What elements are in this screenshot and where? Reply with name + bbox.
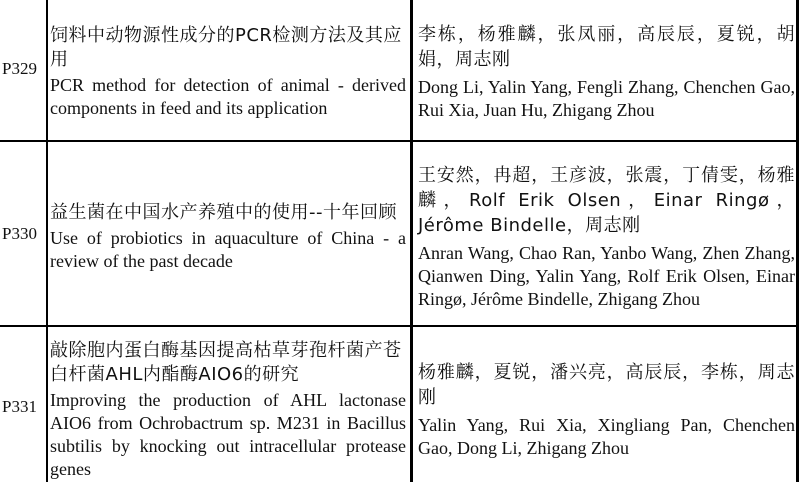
- column-divider: [410, 327, 413, 482]
- table-row: [0, 327, 799, 482]
- authors-cell: [418, 327, 795, 482]
- column-divider: [410, 142, 413, 325]
- title-english: PCR method for detection of animal - derived components in feed and its application: [50, 75, 406, 118]
- authors-chinese: 杨雅麟，夏锐，潘兴亮，高辰辰，李栋，周志刚: [418, 362, 795, 408]
- title-chinese: 益生菌在中国水产养殖中的使用--十年回顾: [50, 201, 397, 223]
- paper-id: P331: [2, 397, 37, 416]
- authors-english: Anran Wang, Chao Ran, Yanbo Wang, Zhen Zhang, Qianwen Ding, Yalin Yang, Rolf Erik Olsen, Einar Ringø, Jérôme Bindelle, Zhigang Zhou: [418, 242, 795, 309]
- column-divider: [46, 327, 48, 482]
- table-row: [0, 0, 799, 142]
- authors-cell: [418, 142, 795, 325]
- paper-id: P330: [2, 223, 37, 243]
- authors-english: Yalin Yang, Rui Xia, Xingliang Pan, Chenchen Gao, Dong Li, Zhigang Zhou: [418, 415, 795, 458]
- title-english: Improving the production of AHL lactonase AIO6 from Ochrobactrum sp. M231 in Bacillus subtilis by knocking out intracellular protease genes: [50, 390, 406, 479]
- authors-english: Dong Li, Yalin Yang, Fengli Zhang, Chenchen Gao, Rui Xia, Juan Hu, Zhigang Zhou: [418, 77, 795, 120]
- authors-chinese: 王安然，冉超，王彦波，张震，丁倩雯，杨雅麟，Rolf Erik Olsen，Einar Ringø，Jérôme Bindelle，周志刚: [418, 164, 795, 236]
- title-chinese: 饲料中动物源性成分的PCR检测方法及其应用: [50, 25, 402, 70]
- column-divider: [46, 142, 48, 325]
- paper-id: P329: [2, 59, 37, 78]
- column-divider: [410, 0, 413, 140]
- authors-chinese: 李栋，杨雅麟，张凤丽，高辰辰，夏锐，胡娟，周志刚: [418, 24, 795, 70]
- title-english: Use of probiotics in aquaculture of China - a review of the past decade: [50, 227, 406, 271]
- title-cell: [50, 142, 406, 325]
- table-row: [0, 142, 799, 327]
- authors-cell: [418, 0, 795, 140]
- title-cell: [50, 327, 406, 482]
- title-chinese: 敲除胞内蛋白酶基因提高枯草芽孢杆菌产苍白杆菌AHL内酯酶AIO6的研究: [50, 340, 402, 385]
- title-cell: [50, 0, 406, 140]
- column-divider: [46, 0, 48, 140]
